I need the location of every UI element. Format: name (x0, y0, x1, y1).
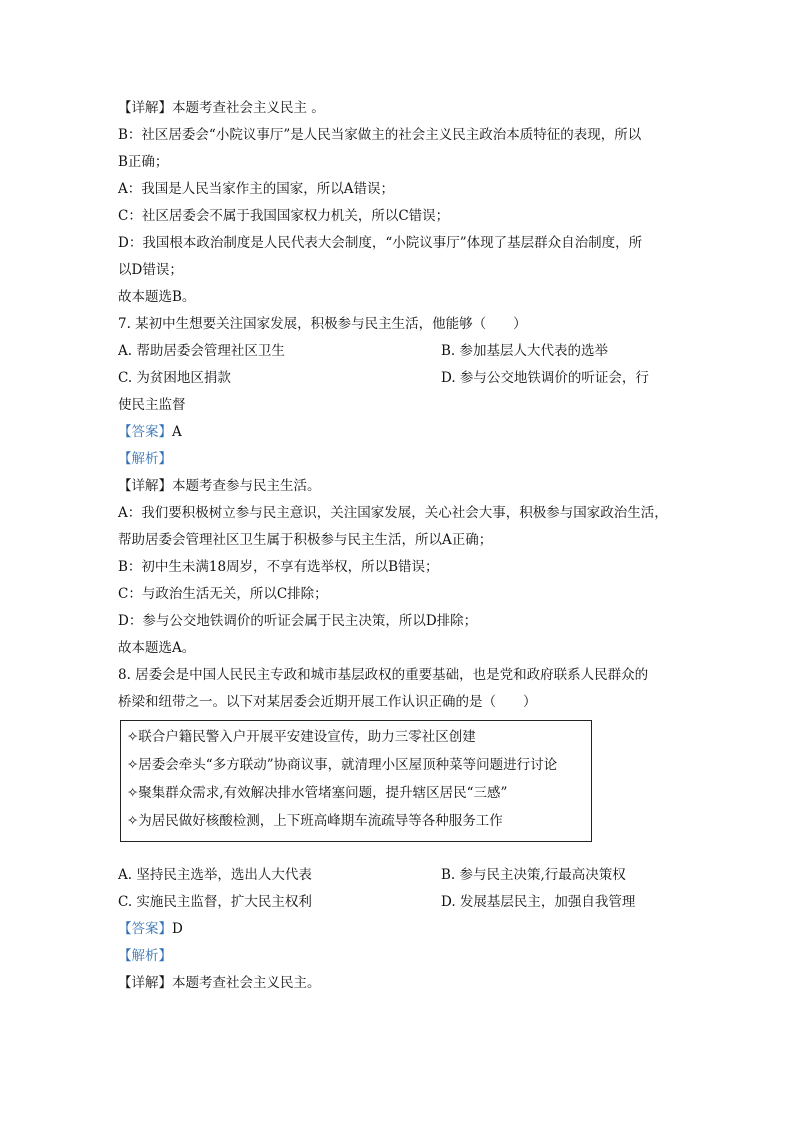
document-page (118, 95, 680, 997)
option-b: B. 参与民主决策,行最高决策权 (441, 867, 626, 883)
detail-heading: 【详解】本题考查参与民主生活。 (118, 478, 321, 494)
explanation-line: D：我国根本政治制度是人民代表大会制度，“小院议事厅”体现了基层群众自治制度，所 (118, 235, 643, 251)
answer-value: D (172, 921, 183, 937)
option-c: C. 实施民主监督，扩大民主权利 (118, 894, 312, 910)
analysis-label: 【解析】 (118, 948, 172, 964)
explanation-line: 故本题选B。 (118, 289, 196, 305)
option-d: D. 参与公交地铁调价的听证会，行 (441, 370, 649, 386)
explanation-line: 以D错误； (118, 262, 183, 278)
explanation-line: B正确； (118, 154, 169, 170)
detail-heading: 【详解】本题考查社会主义民主 。 (118, 100, 325, 116)
answer-value: A (172, 424, 182, 440)
explanation-line: C：与政治生活无关，所以C排除； (118, 586, 328, 602)
options-row (118, 889, 680, 916)
options-row (118, 338, 680, 365)
explanation-line: D：参与公交地铁调价的听证会属于民主决策，所以D排除； (118, 613, 478, 629)
question-8-line2: 桥梁和纽带之一。以下对某居委会近期开展工作认识正确的是（ ） (118, 694, 537, 710)
answer-row (118, 916, 680, 943)
explanation-line: 帮助居委会管理社区卫生属于积极参与民主生活，所以A正确； (118, 532, 493, 548)
material-item: ✧居委会牵头“多方联动”协商议事，就清理小区屋顶种菜等问题进行讨论 (127, 757, 558, 773)
material-item: ✧为居民做好核酸检测，上下班高峰期车流疏导等各种服务工作 (127, 813, 503, 829)
material-item: ✧聚集群众需求,有效解决排水管堵塞问题，提升辖区居民“三感” (127, 785, 508, 801)
explanation-line: B：社区居委会“小院议事厅”是人民当家做主的社会主义民主政治本质特征的表现，所以 (118, 127, 642, 143)
options-row (118, 862, 680, 889)
material-box (120, 720, 592, 842)
explanation-line: C：社区居委会不属于我国国家权力机关，所以C错误； (118, 208, 450, 224)
answer-label: 【答案】 (118, 424, 172, 440)
explanation-line: A：我国是人民当家作主的国家，所以A错误； (118, 181, 394, 197)
answer-row (118, 419, 680, 446)
explanation-line: 故本题选A。 (118, 640, 196, 656)
answer-label: 【答案】 (118, 921, 172, 937)
option-d: D. 发展基层民主，加强自我管理 (441, 894, 636, 910)
question-8-line1: 8. 居委会是中国人民民主专政和城市基层政权的重要基础，也是党和政府联系人民群众的 (118, 667, 649, 683)
option-a: A. 坚持民主选举，选出人大代表 (118, 867, 312, 883)
options-row (118, 365, 680, 392)
explanation-line: A：我们要积极树立参与民主意识，关注国家发展，关心社会大事，积极参与国家政治生活， (118, 505, 668, 521)
option-c: C. 为贫困地区捐款 (118, 370, 231, 386)
analysis-label: 【解析】 (118, 451, 172, 467)
explanation-line: B：初中生未满18周岁，不享有选举权，所以B错误； (118, 559, 439, 575)
question-7: 7. 某初中生想要关注国家发展，积极参与民主生活，他能够（ ） (118, 316, 527, 332)
option-b: B. 参加基层人大代表的选举 (441, 343, 609, 359)
material-item: ✧联合户籍民警入户开展平安建设宣传，助力三零社区创建 (127, 729, 476, 745)
option-d-continued: 使民主监督 (118, 397, 186, 413)
option-a: A. 帮助居委会管理社区卫生 (118, 343, 285, 359)
detail-heading: 【详解】本题考查社会主义民主。 (118, 975, 321, 991)
